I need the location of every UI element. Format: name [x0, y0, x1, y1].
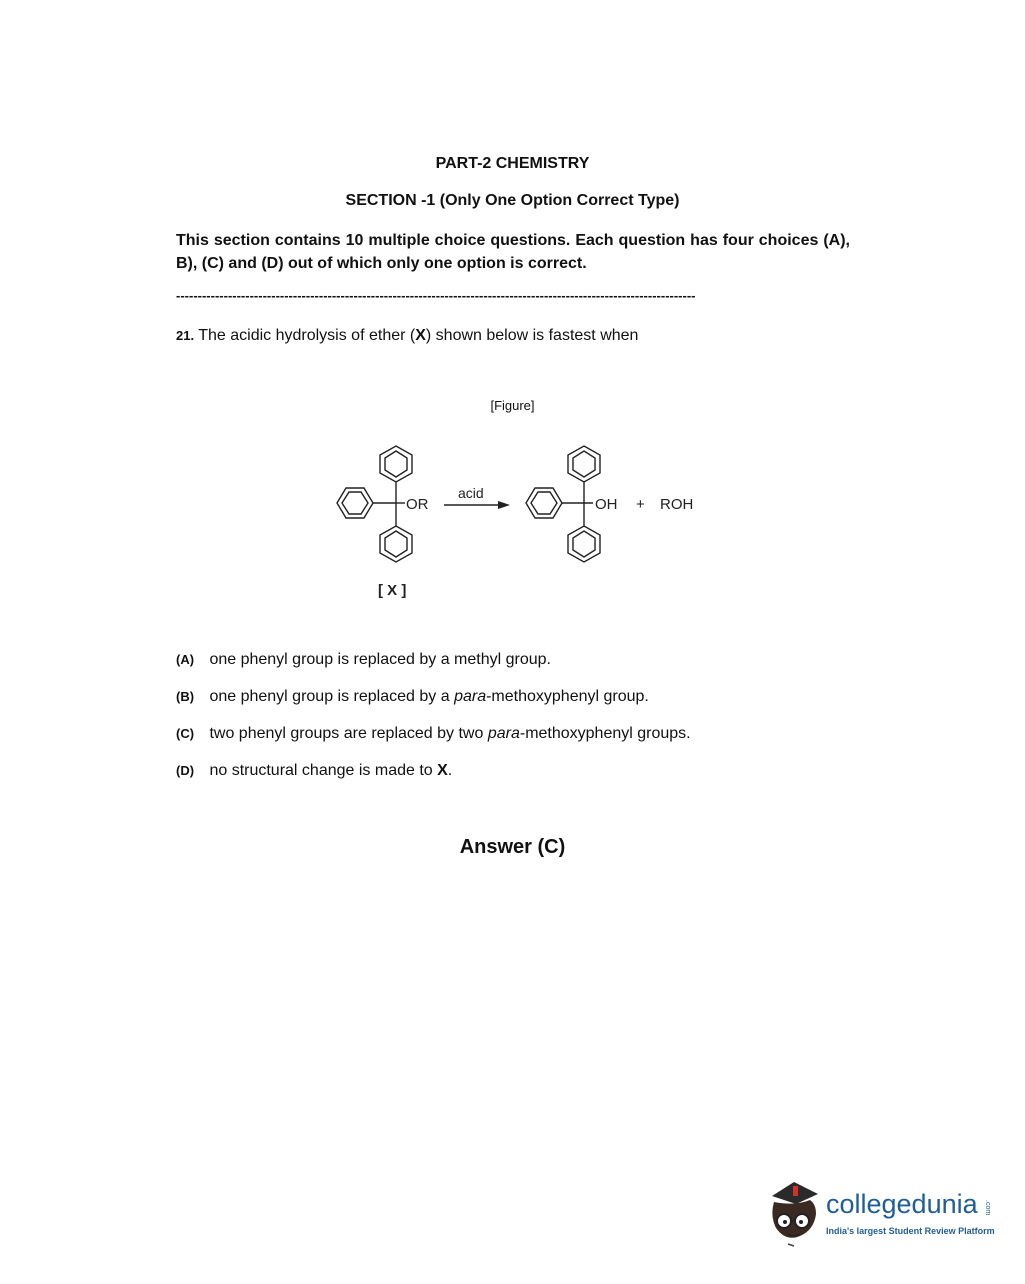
phenyl-ring-right: [526, 488, 562, 518]
option-label: (A): [176, 652, 195, 667]
reagent-label: acid: [458, 485, 484, 501]
reaction-scheme: [330, 440, 710, 610]
option-text: one phenyl group is replaced by a methyl group.: [205, 651, 551, 668]
option-d[interactable]: [176, 762, 452, 780]
phenyl-ring-bottom-left: [380, 526, 412, 562]
logo-suffix: .com: [984, 1200, 991, 1216]
arrow-head: [498, 501, 510, 509]
question-21: [176, 327, 638, 345]
option-label: (C): [176, 726, 195, 741]
logo-wordmark: collegedunia: [826, 1189, 978, 1219]
option-b[interactable]: [176, 688, 649, 706]
option-text: -methoxyphenyl groups.: [519, 725, 691, 742]
option-text: two phenyl groups are replaced by two: [205, 725, 488, 742]
option-text-italic: para: [487, 725, 520, 742]
logo-tagline: India's largest Student Review Platform: [826, 1226, 995, 1236]
figure-caption: [Figure]: [490, 398, 535, 413]
option-text: one phenyl group is replaced by a: [205, 688, 455, 705]
phenyl-ring-left: [337, 488, 373, 518]
section-title: SECTION -1 (Only One Option Correct Type): [345, 192, 680, 209]
reactant-group: OR: [406, 496, 429, 513]
question-number: 21.: [176, 328, 195, 343]
option-text: .: [447, 762, 453, 779]
question-text-after: ) shown below is fastest when: [425, 327, 639, 344]
option-label: (D): [176, 763, 195, 778]
reactant-label: [ X ]: [378, 582, 407, 599]
option-c[interactable]: [176, 725, 691, 743]
part-title: PART-2 CHEMISTRY: [435, 155, 590, 172]
product-group: OH: [595, 496, 618, 513]
divider-line: ------------------------------------------------------------------------------------------------------------------------: [176, 288, 696, 303]
question-text-bold: X: [415, 327, 426, 344]
plus-sign: +: [636, 496, 645, 513]
byproduct: ROH: [660, 496, 694, 513]
answer: Answer (C): [459, 836, 566, 858]
option-a[interactable]: [176, 651, 551, 669]
option-label: (B): [176, 689, 195, 704]
option-text: -methoxyphenyl group.: [486, 688, 649, 705]
option-text-italic: para: [454, 688, 487, 705]
option-text-bold: X: [437, 762, 448, 779]
option-text: no structural change is made to: [205, 762, 438, 779]
phenyl-ring-top-left: [380, 446, 412, 482]
section-instructions: This section contains 10 multiple choice questions. Each question has four choices (A), B), (C) and (D) out of which only one option is correct.: [176, 232, 850, 272]
phenyl-ring-top-right: [568, 446, 600, 482]
question-text-before: The acidic hydrolysis of ether (: [194, 327, 416, 344]
phenyl-ring-bottom-right: [568, 526, 600, 562]
